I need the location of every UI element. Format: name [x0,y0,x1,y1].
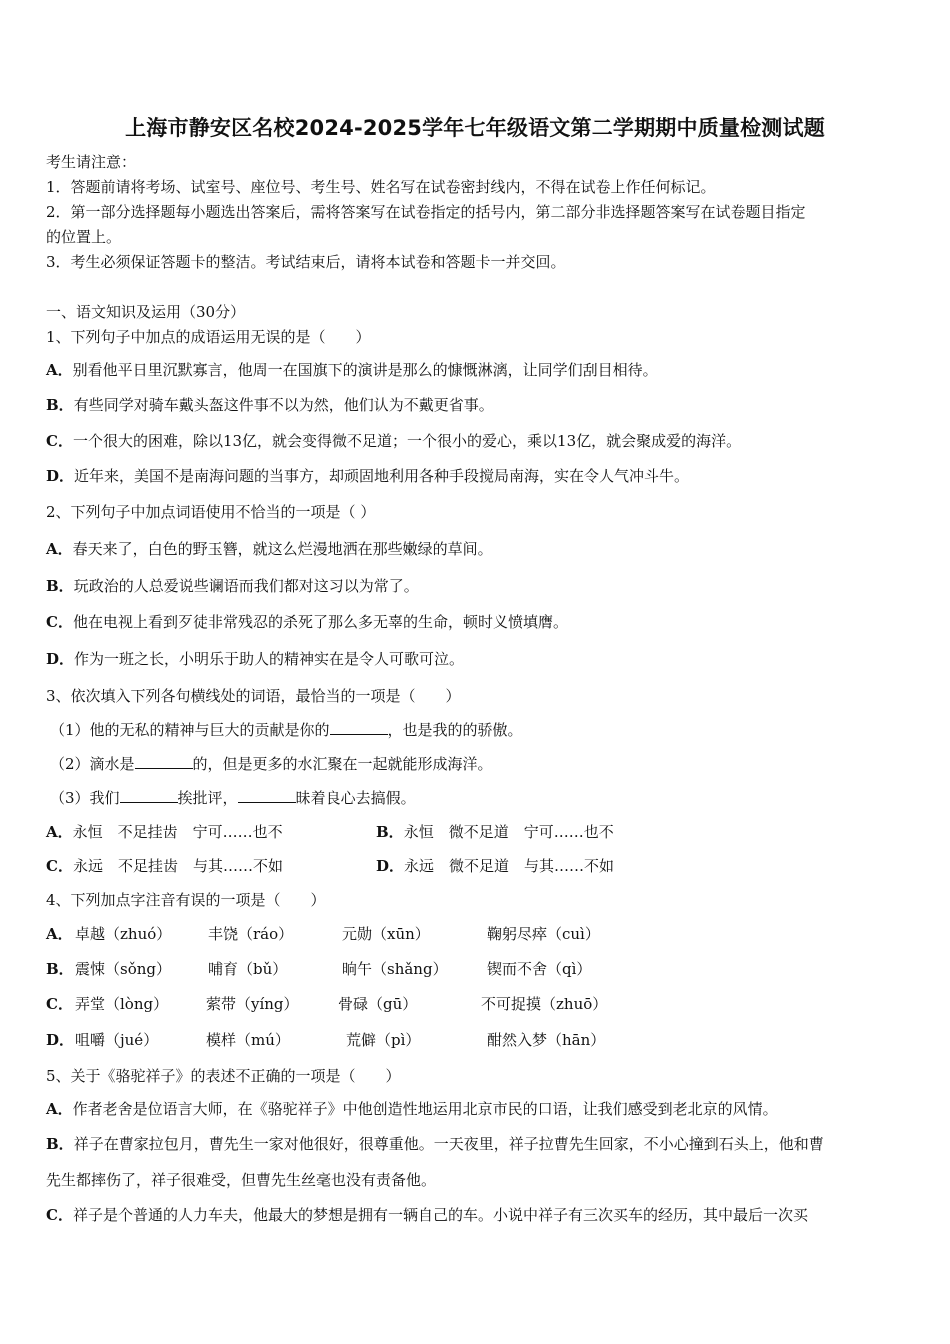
question-3-sentence-2 [50,754,493,774]
option-letter: A． [46,361,73,379]
q4-row-c-letter: C． [46,995,73,1013]
q4-row-a-item-2: 丰饶（ráo） [208,925,294,943]
fill-blank [238,788,296,803]
q4-row-a-item-3: 元勋（xūn） [342,925,430,943]
q4-row-d-item-3: 荒僻（pì） [346,1031,421,1049]
sentence-text: 挨批评， [177,789,238,807]
option-letter: B． [46,396,74,414]
q4-row-d-item-4: 酣然入梦（hān） [487,1031,606,1049]
question-5-option-a [46,1099,778,1119]
question-3-option-d [376,856,614,876]
question-2-option-a [46,539,493,559]
question-2-option-c [46,612,568,632]
option-text: 永恒 微不足道 宁可……也不 [403,823,614,841]
q4-row-d-item-1: 咀嚼（jué） [75,1031,159,1049]
option-text: 作为一班之长，小明乐于助人的精神实在是令人可歌可泣。 [74,650,465,668]
option-letter: C． [46,1206,73,1224]
option-text: 有些同学对骑车戴头盔这件事不以为然，他们认为不戴更省事。 [73,396,494,414]
sentence-text: 昧着良心去搞假。 [295,789,416,807]
fill-blank [330,720,388,735]
option-letter: B． [46,1135,74,1153]
question-3-option-a [46,822,283,842]
question-2-option-b [46,576,419,596]
q4-row-c-item-4: 不可捉摸（zhuō） [481,995,608,1013]
notice-item-3: 3．考生必须保证答题卡的整洁。考试结束后，请将本试卷和答题卡一并交回。 [46,253,566,271]
question-3-option-c [46,856,283,876]
q4-row-c-item-1: 弄堂（lòng） [75,995,169,1013]
notice-item-2-line-2: 的位置上。 [46,228,122,246]
question-3-sentence-3 [50,788,416,808]
q4-row-b-item-1: 震悚（sǒng） [75,960,171,978]
sentence-text: （2）滴水是 [50,755,135,773]
option-text: 他在电视上看到歹徒非常残忍的杀死了那么多无辜的生命，顿时义愤填膺。 [72,613,568,631]
notice-item-2-line-1: 2．第一部分选择题每小题选出答案后，需将答案写在试卷指定的括号内，第二部分非选择题答案写在试卷题目指定 [46,203,806,221]
sentence-text: （1）他的无私的精神与巨大的贡献是你的 [50,721,330,739]
question-5-option-b-line-1 [46,1134,824,1154]
question-1-option-d [46,466,689,486]
q4-row-a-item-4: 鞠躬尽瘁（cuì） [487,925,600,943]
question-5-option-c [46,1205,808,1225]
option-text: 作者老舍是位语言大师，在《骆驼祥子》中他创造性地运用北京市民的口语，让我们感受到老北京的风情。 [72,1100,778,1118]
option-letter: B． [46,577,74,595]
option-text: 祥子在曹家拉包月，曹先生一家对他很好，很尊重他。一天夜里，祥子拉曹先生回家，不小心撞到石头上，他和曹 [73,1135,824,1153]
q4-row-c-item-3: 骨碌（gū） [338,995,418,1013]
option-letter: A． [46,540,73,558]
section-heading: 一、语文知识及运用（30分） [46,303,246,321]
option-text: 一个很大的困难，除以13亿，就会变得微不足道；一个很小的爱心，乘以13亿，就会聚成爱的海洋。 [72,432,742,450]
question-2-stem: 2、下列句子中加点词语使用不恰当的一项是（ ） [46,503,376,521]
q4-row-d-letter: D． [46,1031,75,1049]
option-letter: A． [46,823,73,841]
option-text: 永远 不足挂齿 与其……不如 [72,857,283,875]
option-text: 永远 微不足道 与其……不如 [404,857,615,875]
question-2-option-d [46,649,464,669]
sentence-text: （3）我们 [50,789,120,807]
notice-heading: 考生请注意： [46,153,137,171]
question-1-option-b [46,395,494,415]
option-letter: B． [376,823,404,841]
q4-row-c-item-2: 萦带（yíng） [206,995,299,1013]
q4-row-d-item-2: 模样（mú） [206,1031,290,1049]
option-letter: D． [46,467,75,485]
sentence-text: 的，但是更多的水汇聚在一起就能形成海洋。 [192,755,493,773]
question-3-option-b [376,822,614,842]
q4-row-a-letter: A． [46,925,73,943]
option-letter: C． [46,613,73,631]
fill-blank [135,754,193,769]
option-text: 永恒 不足挂齿 宁可……也不 [72,823,283,841]
q4-row-b-item-4: 锲而不舍（qì） [487,960,592,978]
q4-row-b-item-2: 哺育（bǔ） [208,960,288,978]
option-letter: C． [46,857,73,875]
sentence-text: ，也是我的的骄傲。 [387,721,523,739]
exam-title: 上海市静安区名校2024-2025学年七年级语文第二学期期中质量检测试题 [125,116,825,140]
question-1-option-c [46,431,741,451]
fill-blank [120,788,178,803]
option-text: 别看他平日里沉默寡言，他周一在国旗下的演讲是那么的慷慨淋漓，让同学们刮目相待。 [72,361,658,379]
option-text: 祥子是个普通的人力车夫，他最大的梦想是拥有一辆自己的车。小说中祥子有三次买车的经历，其中最后一次买 [72,1206,808,1224]
question-3-stem: 3、依次填入下列各句横线处的词语，最恰当的一项是（ ） [46,687,461,705]
option-text: 玩政治的人总爱说些谰语而我们都对这习以为常了。 [73,577,419,595]
question-1-option-a [46,360,658,380]
option-letter: D． [376,857,405,875]
question-4-stem: 4、下列加点字注音有误的一项是（ ） [46,891,326,909]
notice-item-1: 1．答题前请将考场、试室号、座位号、考生号、姓名写在试卷密封线内，不得在试卷上作任何标记。 [46,178,716,196]
option-letter: A． [46,1100,73,1118]
question-3-sentence-1 [50,720,523,740]
option-text: 春天来了，白色的野玉簪，就这么烂漫地洒在那些嫩绿的草间。 [72,540,493,558]
q4-row-b-item-3: 晌午（shǎng） [342,960,448,978]
q4-row-a-item-1: 卓越（zhuó） [75,925,172,943]
question-1-stem: 1、下列句子中加点的成语运用无误的是（ ） [46,328,371,346]
option-text: 近年来，美国不是南海问题的当事方，却顽固地利用各种手段搅局南海，实在令人气冲斗牛。 [74,467,690,485]
question-5-option-b-line-2: 先生都摔伤了，祥子很难受，但曹先生丝毫也没有责备他。 [46,1171,437,1189]
option-letter: C． [46,432,73,450]
question-5-stem: 5、关于《骆驼祥子》的表述不正确的一项是（ ） [46,1067,401,1085]
q4-row-b-letter: B． [46,960,74,978]
option-letter: D． [46,650,75,668]
